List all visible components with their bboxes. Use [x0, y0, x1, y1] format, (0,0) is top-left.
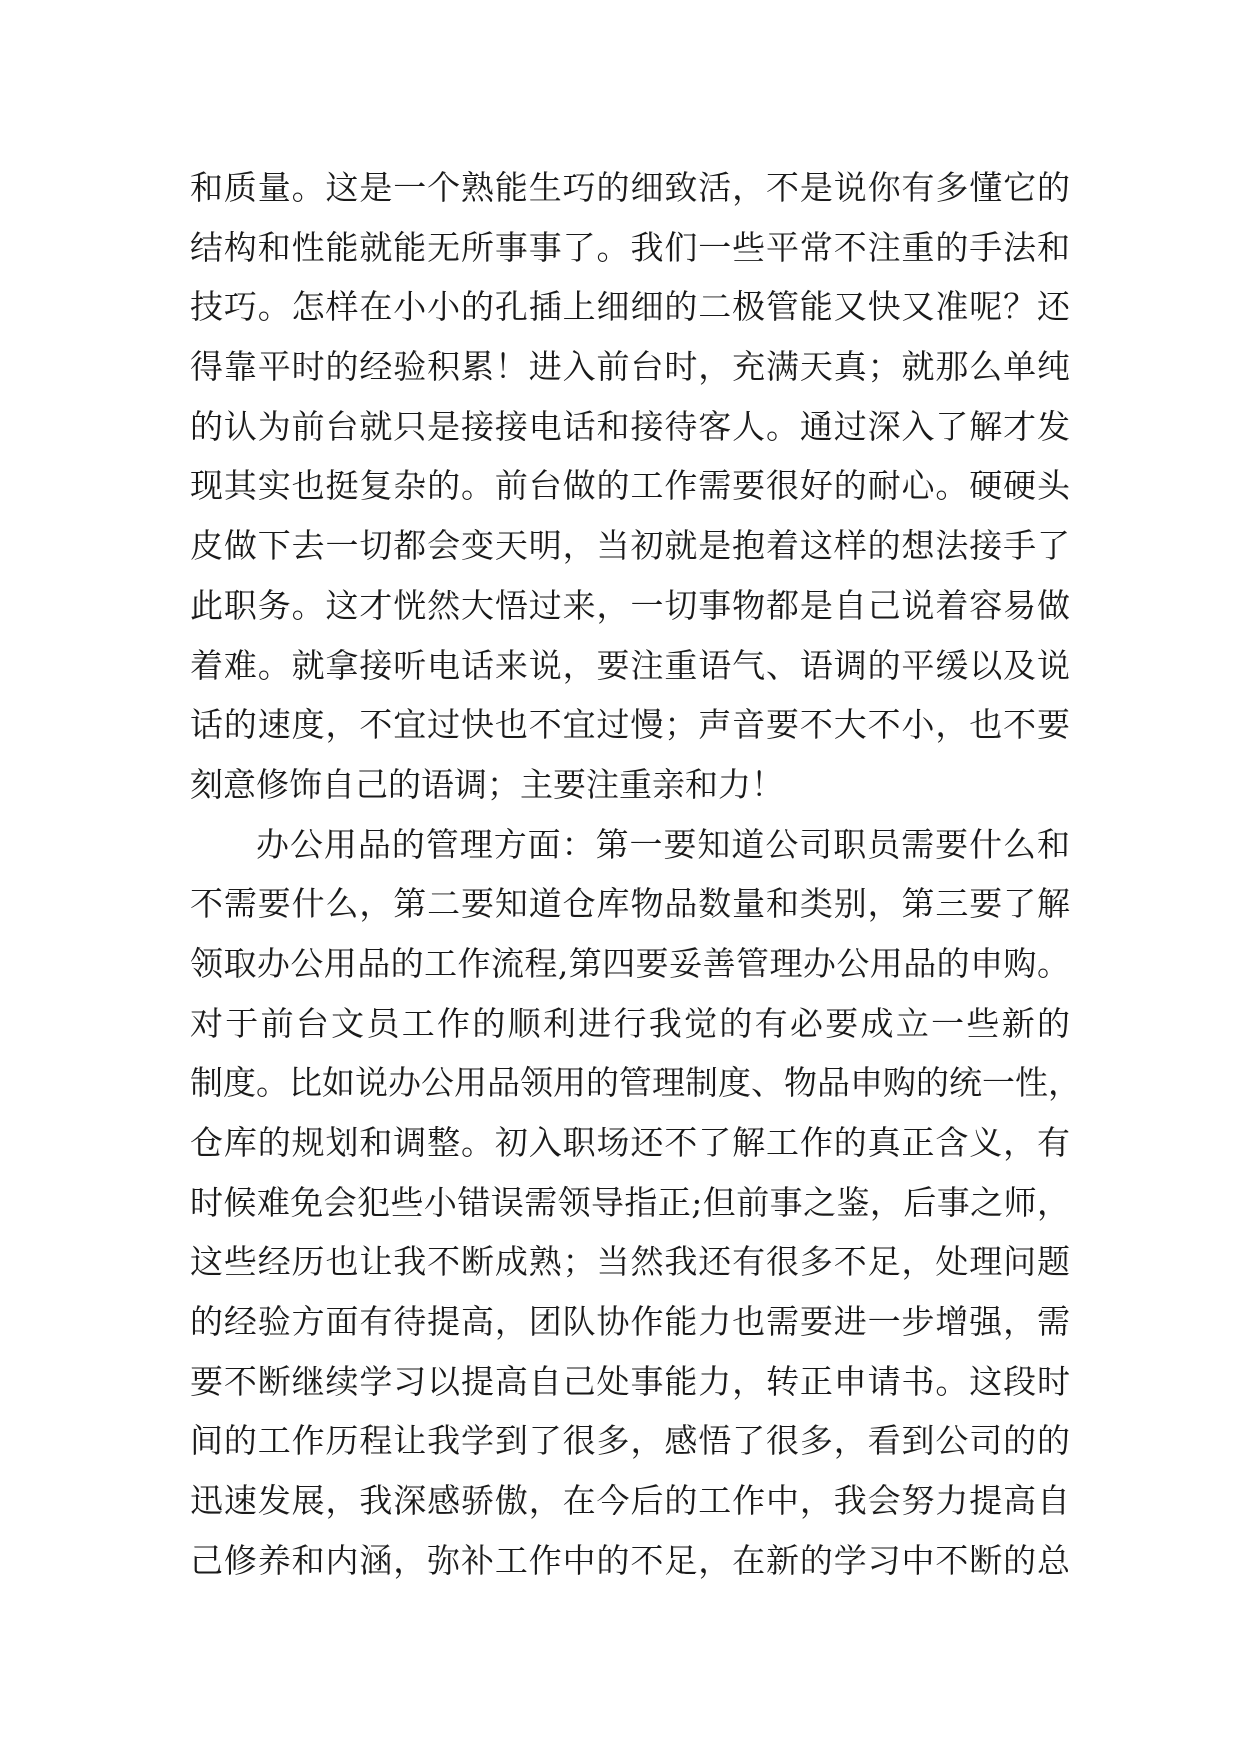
document-body: [190, 158, 1081, 1591]
text-line: 仓库的规划和调整。初入职场还不了解工作的真正含义，有: [190, 1123, 1070, 1162]
text-line: 此职务。这才恍然大悟过来，一切事物都是自己说着容易做: [190, 585, 1070, 625]
text-line: 己修养和内涵，弥补工作中的不足，在新的学习中不断的总: [190, 1540, 1070, 1580]
text-line: 着难。就拿接听电话来说，要注重语气、语调的平缓以及说: [190, 645, 1070, 685]
text-line: 间的工作历程让我学到了很多，感悟了很多，看到公司的的: [190, 1421, 1070, 1461]
text-line: 现其实也挺复杂的。前台做的工作需要很好的耐心。硬硬头: [190, 466, 1070, 506]
text-line: 制度。比如说办公用品领用的管理制度、物品申购的统一性，: [190, 1063, 1081, 1103]
text-line: 领取办公用品的工作流程,第四要妥善管理办公用品的申购。: [190, 943, 1070, 983]
text-line: 得靠平时的经验积累！进入前台时，充满天真；就那么单纯: [190, 347, 1070, 387]
text-line: 的经验方面有待提高，团队协作能力也需要进一步增强，需: [190, 1302, 1070, 1342]
text-line: 要不断继续学习以提高自己处事能力，转正申请书。这段时: [190, 1361, 1070, 1401]
text-line: 和质量。这是一个熟能生巧的细致活，不是说你有多懂它的: [190, 168, 1070, 207]
text-line: 话的速度，不宜过快也不宜过慢；声音要不大不小，也不要: [190, 705, 1070, 745]
text-line: 技巧。怎样在小小的孔插上细细的二极管能又快又准呢？还: [190, 287, 1070, 327]
text-line: 这些经历也让我不断成熟；当然我还有很多不足，处理问题: [190, 1242, 1070, 1282]
text-line: 对于前台文员工作的顺利进行我觉的有必要成立一些新的: [190, 1003, 1070, 1043]
text-line: 结构和性能就能无所事事了。我们一些平常不注重的手法和: [190, 227, 1070, 267]
paragraph-start-line: 办公用品的管理方面：第一要知道公司职员需要什么和: [256, 824, 1070, 864]
text-line: 皮做下去一切都会变天明，当初就是抱着这样的想法接手了: [190, 526, 1070, 566]
paragraph-end-line: 刻意修饰自己的语调；主要注重亲和力！: [190, 764, 784, 804]
text-line: 的认为前台就只是接接电话和接待客人。通过深入了解才发: [190, 406, 1070, 446]
text-line: 时候难免会犯些小错误需领导指正;但前事之鉴，后事之师，: [190, 1182, 1070, 1222]
text-line: 不需要什么，第二要知道仓库物品数量和类别，第三要了解: [190, 884, 1070, 924]
text-line: 迅速发展，我深感骄傲，在今后的工作中，我会努力提高自: [190, 1481, 1070, 1521]
